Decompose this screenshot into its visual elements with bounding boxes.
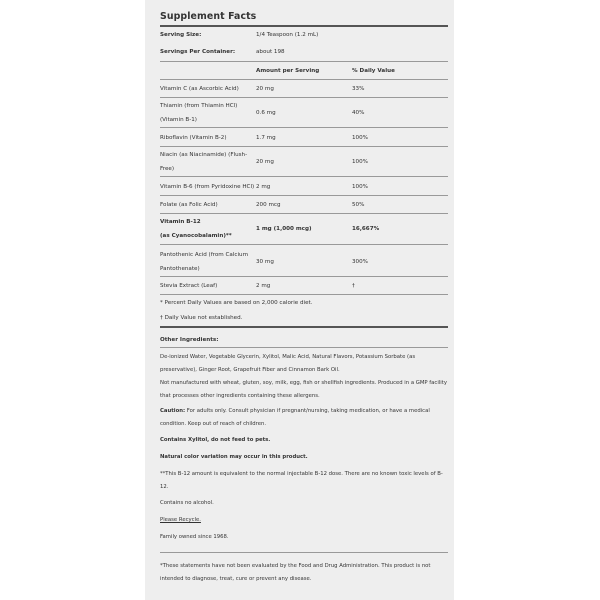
nutrient-name: Folate (as Folic Acid)	[160, 202, 218, 208]
nutrient-amount: 1.7 mg	[256, 135, 276, 141]
fda-disclaimer: *These statements have not been evaluated by the Food and Drug Administration. This product is not intended to diagnose, treat, cure or prevent any disease.	[160, 563, 431, 582]
nutrient-dv: 100%	[352, 135, 368, 141]
nutrient-dv: 100%	[352, 184, 368, 190]
allergen-text: Not manufactured with wheat, gluten, soy, milk, egg, fish or shellfish ingredients. Produced in a GMP facility that processes other ingredients containing these allergens.	[160, 380, 447, 399]
nutrient-amount: 2 mg	[256, 184, 271, 190]
header-rule	[160, 79, 448, 80]
dv-footnote: * Percent Daily Values are based on 2,000 calorie diet.	[160, 300, 313, 306]
row-divider	[160, 213, 448, 214]
row-divider	[160, 127, 448, 128]
nutrient-amount: 1 mg (1,000 mcg)	[256, 226, 312, 232]
nutrient-name: Riboflavin (Vitamin B-2)	[160, 135, 227, 141]
servings-per-container-value: about 198	[256, 49, 285, 55]
nutrient-dv: †	[352, 283, 355, 289]
nutrient-amount: 0.6 mg	[256, 110, 276, 116]
nutrient-dv: 33%	[352, 86, 365, 92]
row-divider	[160, 294, 448, 295]
row-divider	[160, 276, 448, 277]
nutrient-dv: 40%	[352, 110, 365, 116]
nutrient-name-cont: (Vitamin B-1)	[160, 117, 197, 123]
nutrient-name-cont: Pantothenate)	[160, 266, 200, 272]
row-divider	[160, 176, 448, 177]
caution-text	[160, 405, 448, 431]
serving-size-value: 1/4 Teaspoon (1.2 mL)	[256, 32, 319, 38]
b12-note: **This B-12 amount is equivalent to the normal injectable B-12 dose. There are no known toxic levels of B-12.	[160, 471, 443, 490]
recycle-note: Please Recycle.	[160, 517, 201, 523]
nutrient-name: Stevia Extract (Leaf)	[160, 283, 218, 289]
amount-column-header: Amount per Serving	[256, 68, 320, 74]
supplement-facts-panel	[145, 0, 454, 600]
serving-rule	[160, 61, 448, 62]
nutrient-name: Pantothenic Acid (from Calcium	[160, 252, 249, 258]
nutrient-name: Vitamin B-12	[160, 219, 201, 225]
nutrient-name: Vitamin B-6 (from Pyridoxine HCl)	[160, 184, 255, 190]
family-note: Family owned since 1968.	[160, 534, 229, 540]
nutrient-name: Vitamin C (as Ascorbic Acid)	[160, 86, 239, 92]
dv-column-header: % Daily Value	[352, 68, 395, 74]
row-divider	[160, 195, 448, 196]
nutrient-amount: 200 mcg	[256, 202, 281, 208]
nutrient-dv: 50%	[352, 202, 365, 208]
other-ingredients-heading: Other Ingredients:	[160, 337, 219, 343]
servings-per-container-label: Servings Per Container:	[160, 49, 236, 55]
other-ingredients-rule	[160, 347, 448, 348]
fda-rule	[160, 552, 448, 553]
nutrient-dv: 16,667%	[352, 226, 380, 232]
serving-size-label: Serving Size:	[160, 32, 202, 38]
panel-title: Supplement Facts	[160, 11, 257, 22]
ingredients-text: De-ionized Water, Vegetable Glycerin, Xylitol, Malic Acid, Natural Flavors, Potassium Sorbate (as preservative), Ginger Root, Grapefruit Fiber and Cinnamon Bark Oil.	[160, 354, 416, 373]
facts-bottom-rule	[160, 326, 448, 328]
nutrient-name-cont: (as Cyanocobalamin)**	[160, 233, 232, 239]
caution-label: Caution:	[160, 408, 186, 414]
xylitol-warning: Contains Xylitol, do not feed to pets.	[160, 437, 271, 443]
nutrient-name-cont: Free)	[160, 166, 175, 172]
nutrient-amount: 30 mg	[256, 259, 274, 265]
title-rule	[160, 25, 448, 27]
nutrient-amount: 20 mg	[256, 86, 274, 92]
color-variation-note: Natural color variation may occur in this product.	[160, 454, 308, 460]
nutrient-amount: 20 mg	[256, 159, 274, 165]
nutrient-name: Niacin (as Niacinamide) (Flush-	[160, 152, 248, 158]
row-divider	[160, 146, 448, 147]
row-divider	[160, 244, 448, 245]
caution-body: For adults only. Consult physician if pregnant/nursing, taking medication, or have a medical condition. Keep out of reach of children.	[160, 408, 430, 427]
alcohol-note: Contains no alcohol.	[160, 500, 214, 506]
nutrient-amount: 2 mg	[256, 283, 271, 289]
nutrient-dv: 300%	[352, 259, 368, 265]
row-divider	[160, 97, 448, 98]
nutrient-dv: 100%	[352, 159, 368, 165]
nutrient-name: Thiamin (from Thiamin HCl)	[160, 103, 238, 109]
dagger-footnote: † Daily Value not established.	[160, 315, 243, 321]
